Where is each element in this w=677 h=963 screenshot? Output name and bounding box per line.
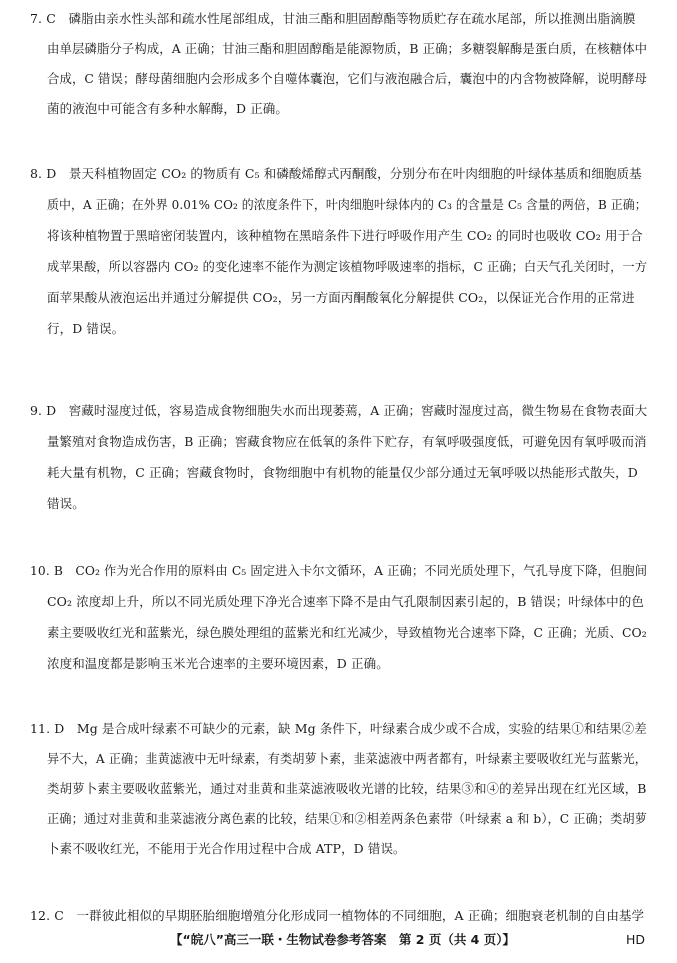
text-line: 7. C 磷脂由亲水性头部和疏水性尾部组成，甘油三酯和胆固醇酯等物质贮存在疏水尾部，所以推测出脂滴膜 <box>30 11 636 26</box>
text-line: 错误。 <box>47 496 85 511</box>
text-line: 12. C 一群彼此相似的早期胚胎细胞增殖分化形成同一植物体的不同细胞，A 正确；细胞衰老机制的自由基学 <box>30 908 645 923</box>
text-line: 面苹果酸从液泡运出并通过分解提供 CO₂，另一方面丙酮酸氧化分解提供 CO₂，以保证光合作用的正常进 <box>47 290 635 305</box>
text-line: 将该种植物置于黑暗密闭装置内，该种植物在黑暗条件下进行呼吸作用产生 CO₂ 的同时也吸收 CO₂ 用于合 <box>47 228 643 243</box>
text-line: 类胡萝卜素主要吸收蓝紫光，通过对韭黄和韭菜滤液吸收光谱的比较，结果③和④的差异出现在红光区域，B <box>47 781 647 796</box>
text-line: 正确；通过对韭黄和韭菜滤液分离色素的比较，结果①和②相差两条色素带（叶绿素 a 和 b），C 正确；类胡萝 <box>47 811 647 826</box>
text-line: 11. D Mg 是合成叶绿素不可缺少的元素，缺 Mg 条件下，叶绿素合成少或不合成，实验的结果①和结果②差 <box>30 721 647 736</box>
text-line: 质中，A 正确；在外界 0.01% CO₂ 的浓度条件下，叶肉细胞叶绿体内的 C₃ 的含量是 C₅ 含量的两倍，B 正确； <box>47 197 647 212</box>
text-line: CO₂ 浓度却上升，所以不同光质处理下净光合速率下降不是由气孔限制因素引起的，B 错误；叶绿体中的色 <box>47 594 644 609</box>
text-line: 成苹果酸，所以容器内 CO₂ 的变化速率不能作为测定该植物呼吸速率的指标，C 正确；白天气孔关闭时，一方 <box>47 259 648 274</box>
text-line: 异不大，A 正确；韭黄滤液中无叶绿素，有类胡萝卜素，韭菜滤液中两者都有，叶绿素主要吸收红光与蓝紫光， <box>47 751 648 766</box>
text-line: 8. D 景天科植物固定 CO₂ 的物质有 C₅ 和磷酸烯醇式丙酮酸，分别分布在叶肉细胞的叶绿体基质和细胞质基 <box>30 166 642 181</box>
text-line: 由单层磷脂分子构成，A 正确；甘油三酯和胆固醇酯是能源物质，B 正确；多糖裂解酶是蛋白质，在核糖体中 <box>47 41 648 56</box>
text-line: 10. B CO₂ 作为光合作用的原料由 C₅ 固定进入卡尔文循环，A 正确；不同光质处理下，气孔导度下降，但胞间 <box>30 563 648 578</box>
text-line: 素主要吸收红光和蓝紫光，绿色膜处理组的蓝紫光和红光减少，导致植物光合速率下降，C 正确；光质、CO₂ <box>47 625 647 640</box>
text-line: 卜素不吸收红光，不能用于光合作用过程中合成 ATP，D 错误。 <box>47 841 406 856</box>
text-line: 耗大量有机物，C 正确；窖藏食物时，食物细胞中有机物的能量仅少部分通过无氧呼吸以热能形式散失，D <box>47 465 638 480</box>
text-line: 菌的液泡中可能含有多种水解酶，D 正确。 <box>47 101 288 116</box>
text-line: 浓度和温度都是影响玉米光合速率的主要环境因素，D 正确。 <box>47 656 389 671</box>
text-line: 9. D 窖藏时湿度过低，容易造成食物细胞失水而出现萎蔫，A 正确；窖藏时湿度过高，微生物易在食物表面大 <box>30 403 648 418</box>
footer-code: HD <box>625 932 645 947</box>
text-line: 行，D 错误。 <box>47 321 125 336</box>
footer-title: 【“皖八”高三一联・生物试卷参考答案 第 2 页（共 4 页）】 <box>170 932 515 947</box>
text-line: 量繁殖对食物造成伤害，B 正确；窖藏食物应在低氧的条件下贮存，有氧呼吸强度低，可避免因有氧呼吸而消 <box>47 434 647 449</box>
text-line: 合成，C 错误；酵母菌细胞内会形成多个自噬体囊泡，它们与液泡融合后，囊泡中的内含物被降解，说明酵母 <box>47 71 647 86</box>
page-footer <box>0 929 677 951</box>
